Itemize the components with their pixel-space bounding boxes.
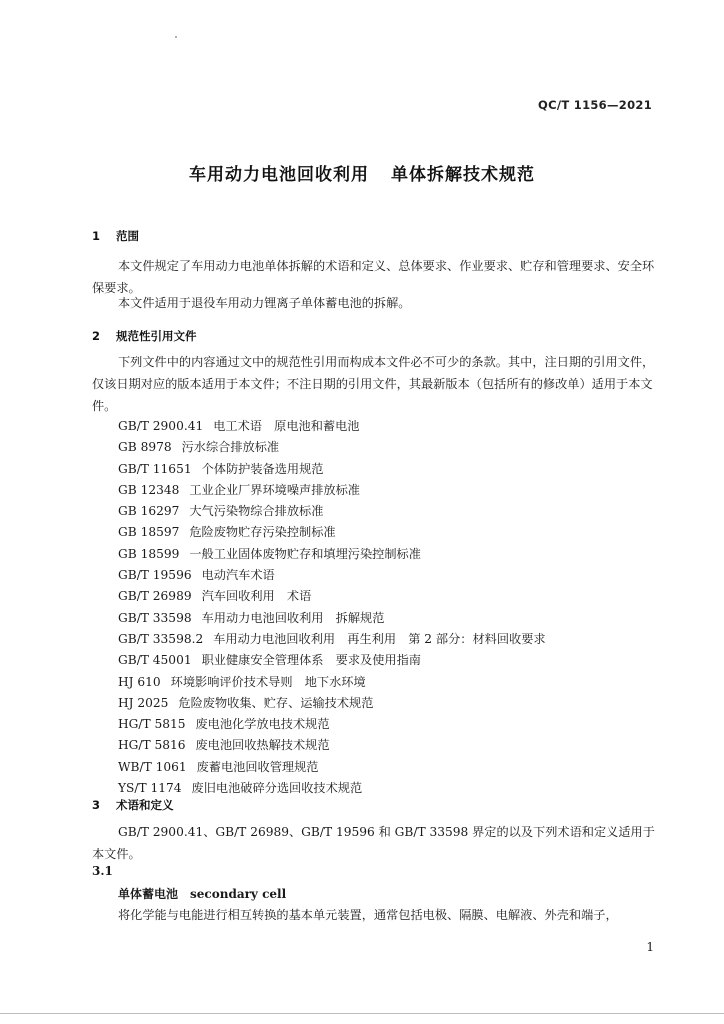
reference-item	[118, 672, 678, 693]
title-part-1: 车用动力电池回收利用	[189, 165, 369, 185]
reference-item	[118, 714, 678, 735]
reference-title: 工业企业厂界环境噪声排放标准	[189, 482, 360, 497]
term-entry	[118, 885, 286, 902]
reference-title: 电动汽车术语	[201, 568, 275, 583]
section-number: 1	[92, 229, 101, 243]
reference-code: GB/T 19596	[118, 568, 192, 583]
reference-item	[118, 416, 678, 437]
reference-title: 污水综合排放标准	[181, 440, 280, 455]
reference-item	[118, 735, 678, 756]
reference-code: GB 8978	[118, 440, 172, 455]
section-number: 3	[92, 798, 101, 812]
section-3-intro: GB/T 2900.41、GB/T 26989、GB/T 19596 和 GB/T 33598 界定的以及下列术语和定义适用于本文件。	[92, 825, 655, 861]
reference-title: 车用动力电池回收利用 拆解规范	[201, 610, 385, 625]
reference-item	[118, 544, 678, 565]
section-title: 术语和定义	[116, 798, 174, 812]
reference-item	[118, 757, 678, 778]
section-title: 规范性引用文件	[116, 329, 197, 343]
reference-code: GB/T 33598.2	[118, 631, 204, 646]
reference-item	[118, 459, 678, 480]
reference-code: GB/T 2900.41	[118, 419, 204, 433]
section-number: 2	[92, 329, 101, 343]
reference-title: 个体防护装备选用规范	[201, 461, 324, 476]
reference-item	[118, 650, 678, 671]
reference-code: GB 12348	[118, 482, 180, 497]
reference-title: 废蓄电池回收管理规范	[196, 759, 319, 774]
reference-code: GB/T 11651	[118, 461, 192, 476]
clause-number: 3.1	[92, 864, 113, 878]
section-title: 范围	[116, 229, 139, 243]
standard-number: QC/T 1156—2021	[538, 98, 652, 112]
reference-title: 大气污染物综合排放标准	[189, 504, 324, 519]
normative-references-list	[118, 416, 678, 799]
reference-item	[118, 480, 678, 501]
reference-title: 一般工业固体废物贮存和填埋污染控制标准	[189, 546, 421, 561]
scan-speck	[175, 36, 177, 38]
reference-title: 危险废物贮存污染控制标准	[189, 525, 336, 540]
reference-code: GB 18599	[118, 546, 180, 561]
reference-title: 废旧电池破碎分选回收技术规范	[191, 781, 363, 796]
section-1-heading	[92, 228, 139, 244]
term-english: secondary cell	[190, 887, 287, 901]
reference-code: GB 18597	[118, 525, 180, 540]
reference-code: HG/T 5816	[118, 738, 186, 753]
reference-title: 汽车回收利用 术语	[201, 589, 312, 604]
reference-title: 危险废物收集、贮存、运输技术规范	[178, 695, 374, 710]
reference-title: 职业健康安全管理体系 要求及使用指南	[201, 653, 421, 668]
bottom-divider	[0, 1013, 724, 1014]
reference-code: GB/T 33598	[118, 610, 192, 625]
section-2-heading	[92, 328, 197, 344]
reference-title: 废电池化学放电技术规范	[195, 717, 330, 732]
reference-item	[118, 586, 678, 607]
reference-code: WB/T 1061	[118, 759, 187, 774]
reference-code: HJ 2025	[118, 695, 169, 710]
reference-item	[118, 565, 678, 586]
reference-item	[118, 629, 678, 650]
section-1-paragraph-1: 本文件规定了车用动力电池单体拆解的术语和定义、总体要求、作业要求、贮存和管理要求、安全环保要求。	[92, 259, 655, 295]
document-title	[0, 160, 724, 185]
page-number: 1	[646, 940, 654, 954]
section-2-intro: 下列文件中的内容通过文中的规范性引用而构成本文件必不可少的条款。其中，注日期的引用文件，仅该日期对应的版本适用于本文件；不注日期的引用文件，其最新版本（包括所有的修改单）适用于本文件。	[92, 355, 655, 413]
term-definition: 将化学能与电能进行相互转换的基本单元装置，通常包括电极、隔膜、电解液、外壳和端子，	[118, 908, 618, 922]
section-1-paragraph-2: 本文件适用于退役车用动力锂离子单体蓄电池的拆解。	[118, 296, 411, 310]
reference-code: HG/T 5815	[118, 717, 186, 732]
reference-item	[118, 778, 678, 799]
section-3-heading	[92, 797, 174, 813]
reference-item	[118, 501, 678, 522]
reference-item	[118, 693, 678, 714]
reference-code: GB/T 26989	[118, 589, 192, 604]
reference-item	[118, 608, 678, 629]
reference-code: GB/T 45001	[118, 653, 192, 668]
reference-code: HJ 610	[118, 674, 161, 689]
reference-title: 废电池回收热解技术规范	[195, 738, 330, 753]
title-part-2: 单体拆解技术规范	[391, 165, 535, 185]
reference-title: 环境影响评价技术导则 地下水环境	[170, 674, 366, 689]
reference-item	[118, 437, 678, 458]
reference-code: YS/T 1174	[118, 781, 182, 796]
reference-code: GB 16297	[118, 504, 180, 519]
reference-title: 车用动力电池回收利用 再生利用 第 2 部分：材料回收要求	[213, 631, 546, 646]
reference-title: 电工术语 原电池和蓄电池	[213, 419, 360, 433]
reference-item	[118, 522, 678, 543]
term-chinese: 单体蓄电池	[118, 887, 179, 901]
